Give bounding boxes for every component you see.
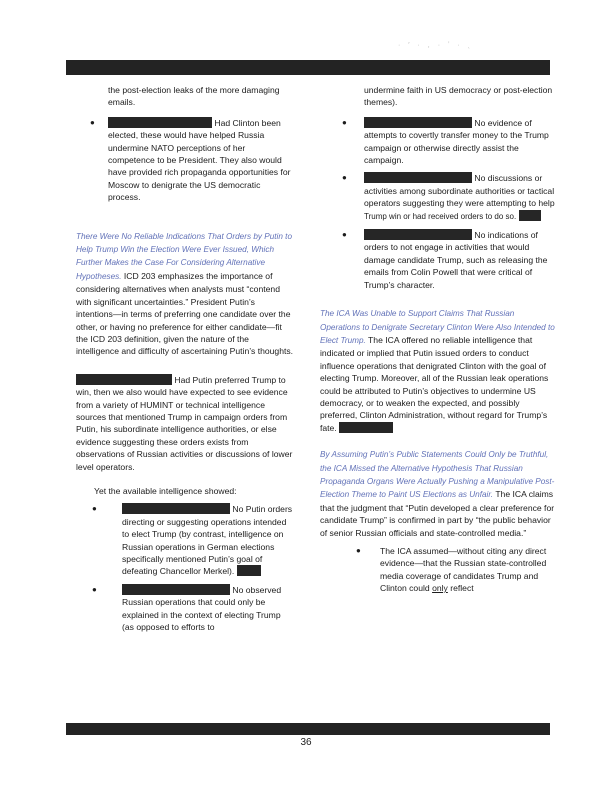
bullet-text: No discussions or activities among subordinate authorities or tactical operators suggesting they were attempting to help bbox=[364, 173, 555, 209]
redaction-box bbox=[339, 422, 393, 433]
right-column bbox=[320, 84, 556, 595]
bullet-ica-assumed bbox=[356, 545, 556, 595]
right-continuation: undermine faith in US democracy or post-election themes). bbox=[364, 85, 553, 108]
paragraph-ica-unable: The ICA offered no reliable intelligence that indicated or implied that Putin issued orders to conduct influence operations that denigrated Clinton with the goal of electing Trump. Moreover, all of the Russian leak operations could be attributed to Putin’s objectives to undermine US democracy, or to weaken the expected, and possibly preferred, Clinton Administration, without regard for Trump’s fate. bbox=[320, 334, 549, 433]
redaction-box bbox=[108, 117, 212, 128]
section-heading-text: The ICA Was Unable to Support Claims That Russian Operations to Denigrate Secretary Clinton Were Also Intended to Elect Trump. bbox=[320, 309, 555, 345]
left-continuation: the post-election leaks of the more damaging emails. bbox=[108, 85, 280, 108]
section-heading-ica-unable bbox=[320, 307, 556, 434]
bullet-had-clinton bbox=[90, 117, 294, 204]
bullet-dot: ● bbox=[90, 117, 95, 127]
bullet-dot: ● bbox=[356, 546, 361, 555]
bullet-text: No indications of orders to not engage in activities that would damage candidate Trump, such as releasing the emails from Colin Powell that were critical of Trump’s character. bbox=[364, 230, 548, 290]
underlined-word: only bbox=[432, 583, 448, 594]
bullet-text: Had Clinton been elected, these would have helped Russia undermine NATO perceptions of her competence to be President. They also would have provided rich propaganda opportunities for Moscow to denigrate the US democratic process. bbox=[108, 117, 291, 203]
bullet-dot: ● bbox=[92, 504, 97, 514]
redaction-box bbox=[76, 374, 172, 385]
bullet-no-indications bbox=[342, 229, 556, 291]
bullet-text: The ICA assumed—without citing any direct evidence—that the Russian state-controlled media coverage of candidates Trump and Clinton could bbox=[380, 546, 547, 594]
section-heading-no-reliable-indications bbox=[76, 230, 294, 358]
bullet-no-money-transfer bbox=[342, 117, 556, 167]
bullet-text: No evidence of attempts to covertly transfer money to the Trump campaign or otherwise directly assist the campaign. bbox=[364, 117, 549, 166]
redaction-box bbox=[519, 210, 541, 221]
section-heading-text: By Assuming Putin’s Public Statements Could Only be Truthful, the ICA Missed the Alternative Hypothesis That Russian Propaganda Organs Were Actually Pushing a Manipulative Post-Election Theme to Paint US Elections as Unfair. bbox=[320, 450, 555, 500]
header-redaction-bar bbox=[66, 60, 550, 75]
redaction-box bbox=[122, 584, 230, 595]
section-heading-text: There Were No Reliable Indications That Orders by Putin to Help Trump Win the Election Were Ever Issued, Which Further Makes the Case For Considering Alternative Hypotheses. bbox=[76, 231, 293, 281]
redaction-box bbox=[237, 565, 261, 576]
paragraph-putin-preferred bbox=[76, 374, 294, 473]
left-column bbox=[76, 84, 294, 633]
scan-artifact-marks: · ′ · , · ʼ · ˎ bbox=[398, 42, 474, 49]
footer-redaction-bar bbox=[66, 723, 550, 735]
bullet-text: No Putin orders directing or suggesting operations intended to elect Trump (by contrast, intelligence on Russian operations in German elections specifically mentioned Putin’s goal of defeating Chancellor Merkel). bbox=[122, 504, 293, 577]
redaction-box bbox=[364, 172, 472, 183]
bullet-dot: ● bbox=[342, 117, 347, 127]
redaction-box bbox=[122, 503, 230, 514]
bullet-no-observed-operations bbox=[92, 584, 294, 634]
bullet-dot: ● bbox=[342, 173, 347, 183]
paragraph-icd203: ICD 203 emphasizes the importance of considering alternatives when analysts must “contend with significant uncertainties.” President Putin’s intentions—in terms of preferring one candidate over the other, or having no preference for either candidate—fit the ICD 203 definition, given the nature of the intelligence and difficulty of ascertaining Putin’s thoughts. bbox=[76, 270, 294, 357]
redaction-box bbox=[364, 229, 472, 240]
bullet-no-discussions bbox=[342, 172, 556, 223]
bullet-text-end: reflect bbox=[447, 583, 474, 594]
paragraph-text: Had Putin preferred Trump to win, then we also would have expected to see evidence from a variety of HUMINT or technical intelligence sources that mentioned Trump in campaign orders from Putin, his subordinate intelligence authorities, or else evidence suggesting these orders exists from observations of Russian activities or discussions of lower level operators. bbox=[76, 374, 293, 472]
bullet-no-putin-orders bbox=[92, 503, 294, 577]
bullet-dot: ● bbox=[342, 230, 347, 240]
bullet-dot: ● bbox=[92, 584, 97, 594]
yet-intelligence-showed: Yet the available intelligence showed: bbox=[94, 485, 237, 496]
page-number: 36 bbox=[300, 737, 312, 748]
paragraph-ica-claims: The ICA claims that the judgment that “Putin developed a clear preference for candidate Trump” is confirmed in part by “the public behavior of senior Russian officials and state-controlled media.” bbox=[320, 489, 555, 538]
redaction-box bbox=[364, 117, 472, 128]
section-heading-assuming-putin bbox=[320, 448, 556, 539]
bullet-text-continued: Trump win or had received orders to do so. bbox=[364, 211, 517, 221]
bullet-text: No observed Russian operations that could only be explained in the context of electing Trump (as opposed to efforts to bbox=[122, 584, 282, 633]
